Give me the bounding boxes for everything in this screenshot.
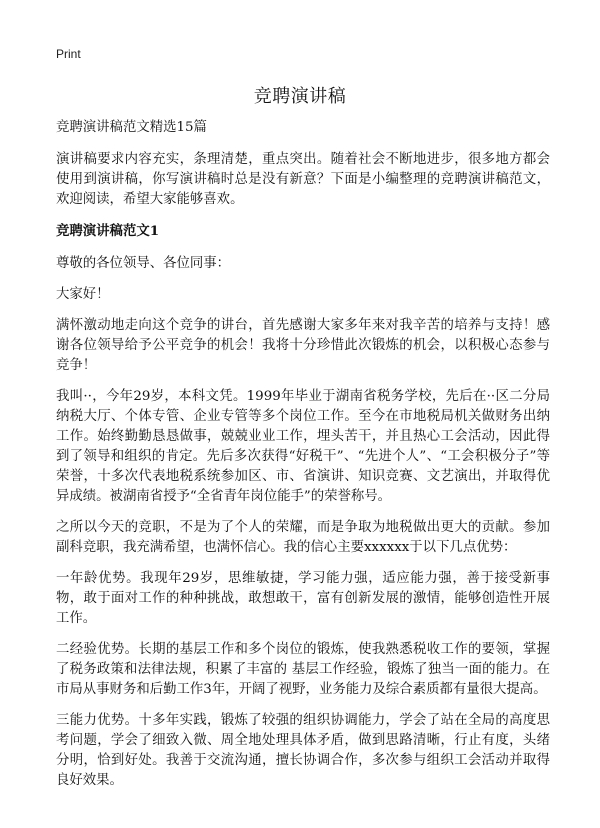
opening-paragraph: 满怀激动地走向这个竞争的讲台，首先感谢大家多年来对我辛苦的培养与支持！感谢各位领导给予公平竞争的机会！我将十分珍惜此次锻炼的机会，以积极心态参与竞争！ [56,318,550,373]
print-label: Print [56,47,81,61]
age-advantage-paragraph: 一年龄优势。我现年29岁，思维敏捷，学习能力强，适应能力强，善于接受新事物，敢于面对工作的种种挑战，敢想敢干，富有创新发展的激情，能够创造性开展工作。 [56,571,550,626]
document-title: 竞聘演讲稿 [253,86,347,107]
self-introduction-paragraph: 我叫··，今年29岁，本科文凭。1999年毕业于湖南省税务学校，先后在··区二分局纳税大厅、个体专管、企业专管等多个岗位工作。至今在市地税局机关做财务出纳工作。始终勤勤恳恳做事，兢兢业业工作，埋头苦干，并且热心工会活动，因此得到了领导和组织的肯定。先后多次获得“好税干”、“先进个人”、“工会积极分子”等荣誉，十多次代表地税系统参加区、市、省演讲、知识竞赛、文艺演出，并取得优异成绩。被湖南省授予“全省青年岗位能手”的荣誉称号。 [56,389,550,504]
document-body [56,118,550,802]
experience-advantage-paragraph: 二经验优势。长期的基层工作和多个岗位的锻炼，使我熟悉税收工作的要领，掌握了税务政策和法律法规，积累了丰富的 基层工作经验，锻炼了独当一面的能力。在市局从事财务和后勤工作3年，开阔了视野，业务能力及综合素质都有量很大提高。 [56,642,550,697]
motivation-paragraph: 之所以今天的竞职，不是为了个人的荣耀，而是争取为地税做出更大的贡献。参加副科竞职，我充满希望，也满怀信心。我的信心主要xxxxxx于以下几点优势： [56,520,550,555]
section-heading: 竞聘演讲稿范文1 [56,223,160,239]
document-subtitle: 竞聘演讲稿范文精选15篇 [56,120,207,135]
salutation-paragraph: 尊敬的各位领导、各位同事： [56,256,231,271]
greeting-paragraph: 大家好！ [56,287,110,302]
ability-advantage-paragraph: 三能力优势。十多年实践，锻炼了较强的组织协调能力，学会了站在全局的高度思考问题，学会了细致入微、周全地处理具体矛盾，做到思路清晰，行止有度，头绪分明，恰到好处。我善于交流沟通，擅长协调合作，多次参与组织工会活动并取得良好效果。 [56,713,550,788]
intro-paragraph: 演讲稿要求内容充实，条理清楚，重点突出。随着社会不断地进步，很多地方都会使用到演讲稿，你写演讲稿时总是没有新意？下面是小编整理的竞聘演讲稿范文，欢迎阅读，希望大家能够喜欢。 [56,152,550,207]
